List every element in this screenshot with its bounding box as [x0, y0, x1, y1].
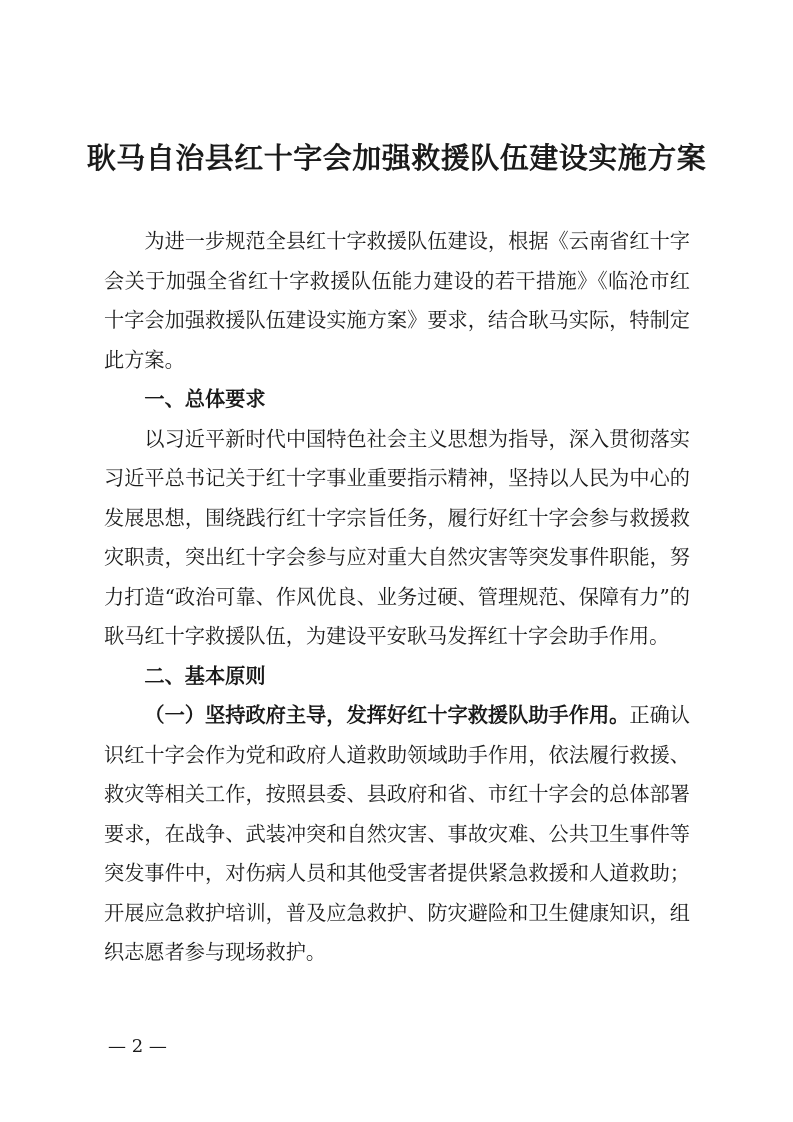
page-number: — 2 —: [108, 1036, 167, 1057]
section-heading-general-requirements: 一、总体要求: [144, 387, 266, 411]
general-requirements-paragraph: 以习近平新时代中国特色社会主义思想为指导，深入贯彻落实习近平总书记关于红十字事业重要指示精神，坚持以人民为中心的发展思想，围绕践行红十字宗旨任务，履行好红十字会参与救援救灾职责，突出红十字会参与应对重大自然灾害等突发事件职能，努力打造“政治可靠、作风优良、业务过硬、管理规范、保障有力”的耿马红十字救援队伍，为建设平安耿马发挥红十字会助手作用。: [104, 426, 690, 648]
document-body: [104, 222, 690, 973]
principle-one-lead: （一）坚持政府主导，发挥好红十字救援队助手作用。: [144, 703, 630, 727]
document-title: 耿马自治县红十字会加强救援队伍建设实施方案: [86, 141, 707, 175]
principle-one-body: 正确认识红十字会作为党和政府人道救助领域助手作用，依法履行救援、救灾等相关工作，按照县委、县政府和省、市红十字会的总体部署要求，在战争、武装冲突和自然灾害、事故灾难、公共卫生事件等突发事件中，对伤病人员和其他受害者提供紧急救援和人道救助；开展应急救护培训，普及应急救护、防灾避险和卫生健康知识，组织志愿者参与现场救护。: [104, 703, 690, 964]
principle-one-paragraph: [104, 696, 690, 973]
section-heading-basic-principles: 二、基本原则: [144, 663, 266, 688]
intro-paragraph: 为进一步规范全县红十字救援队伍建设，根据《云南省红十字会关于加强全省红十字救援队伍能力建设的若干措施》《临沧市红十字会加强救援队伍建设实施方案》要求，结合耿马实际，特制定此方案。: [104, 229, 690, 372]
